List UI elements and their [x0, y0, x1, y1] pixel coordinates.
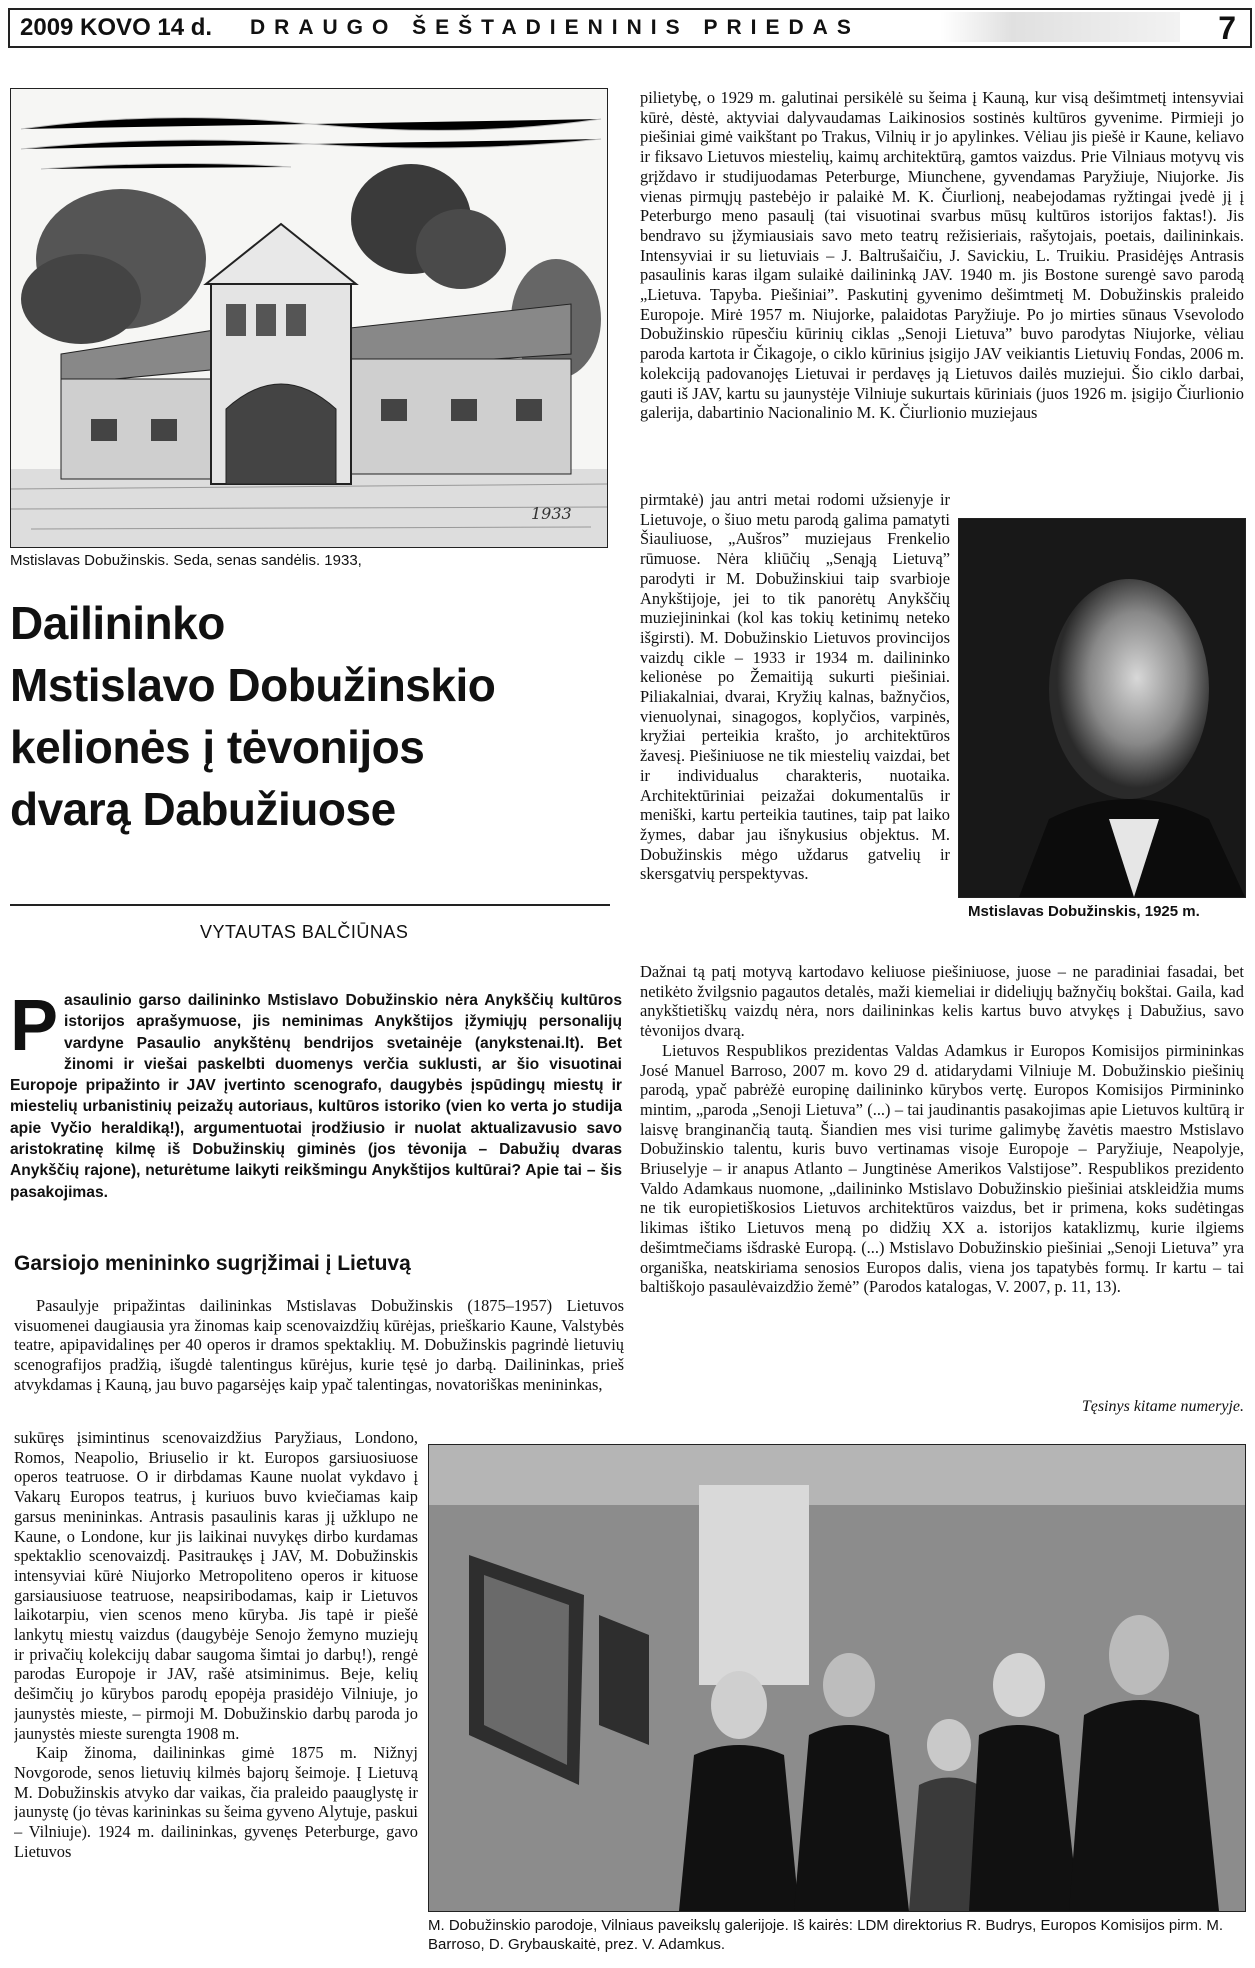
publication-title: DRAUGO ŠEŠTADIENINIS PRIEDAS — [250, 16, 860, 39]
lead-paragraph — [10, 986, 622, 1203]
exhibition-image — [429, 1445, 1245, 1911]
page-header — [8, 8, 1252, 48]
exhibition-photo — [428, 1444, 1246, 1912]
lead-text: asaulinio garso dailininko Mstislavo Dobužinskio nėra Anykščių kultūros istorijos aprašymuose, jis neminimas Anykštijos įžymiųjų personalijų vardyne Pasaulio anykštėnų bendrijos svetainėje (anykstenai.lt). Bet žinomi ir viešai paskelbti duomenys verčia suklusti, ar šio visuotinai Europoje pripažinto ir JAV įvertinto scenografo, daugybės įspūdingų miestų ir miestelių urbanistinių peizažų autoriaus, kultūros istoriko (vien ko verta jo studija apie Vyčio heraldiką!), argumentuotai įrodžiusio ir nuolat aktualizavusio savo aristokratinę kilmę iš Dobužinskių giminės (jos tėvonija – Dabužių dvaras Anykščių rajone), neturėtume laikyti reikšmingu Anykštijos kultūrai? Apie tai – šis pasakojimas. — [10, 992, 622, 1201]
body-paragraph: Dažnai tą patį motyvą kartodavo keliuose piešiniuose, juose – ne paradiniai fasadai, bet netikėto žvilgsnio pagautos detalės, maži kiemeliai ir dideliųjų bažnyčių bokštai. Gaila, kad anykštietiškų vaizdų nėra, nors dailininkas kelis kartus buvo atvykęs į Dabužius, savo tėvonijos dvarą. — [640, 962, 1244, 1041]
drawing-caption: Mstislavas Dobužinskis. Seda, senas sandėlis. 1933, — [10, 552, 362, 569]
body-column-right-bottom — [640, 962, 1244, 1297]
manor-drawing — [10, 88, 608, 548]
headline-line: dvarą Dabužiuose — [10, 783, 396, 835]
headline-line: Mstislavo Dobužinskio — [10, 659, 496, 711]
author-byline: VYTAUTAS BALČIŪNAS — [200, 922, 409, 942]
page-number: 7 — [1218, 10, 1236, 46]
body-column-left-top — [14, 1296, 624, 1395]
body-paragraph: sukūręs įsimintinus scenovaizdžius Paryžiaus, Londono, Romos, Neapolio, Briuselio ir kt. Europos garsiuosiuose operos teatruose. O ir dirbdamas Kaune nuolat vykdavo į Vakarų Europos teatrus, į kuriuos buvo kviečiamas kaip garsus menininkas. Antrasis pasaulinis karas jį užklupo ne Kaune, o Londone, kur jis laikinai nuvykęs dirbo kurdamas spektaklio scenovaizdį. Pasitraukęs į JAV, M. Dobužinskis intensyviai kūrė Niujorko Metropoliteno operos ir kituose garsiausiuose teatruose, neapsiribodamas, kaip ir Lietuvos laikotarpiu, vien scenos meno kūryba. Jis tapė ir piešė lankytų miestų vaizdus (daugybėje Senojo žemyno muziejų ir privačių kolekcijų dabar saugoma šimtai jo darbų!), rengė parodas Europoje ir JAV, rašė atsiminimus. Beje, kelių dešimčių jo kūrybos parodų epopėja prasidėjo Vilniuje, jo jaunystės mieste, – pirmoji M. Dobužinskio darbų paroda jo jaunystės mieste surengta 1908 m. — [14, 1428, 418, 1743]
section-subheading: Garsiojo menininko sugrįžimai į Lietuvą — [14, 1252, 411, 1275]
body-column-right-top — [640, 88, 1244, 490]
headline-divider — [10, 904, 610, 906]
body-paragraph: Kaip žinoma, dailininkas gimė 1875 m. Nižnyj Novgorode, senos lietuvių kilmės bajorų šeimoje. Į Lietuvą M. Dobužinskis atvyko dar vaikas, čia praleido paauglystę ir jaunystę (jo tėvas karininkas su šeima gyveno Alytuje, paskui – Vilniuje). 1924 m. dailininkas, gyvenęs Peterburge, gavo Lietuvos — [14, 1743, 418, 1861]
exhibition-caption: M. Dobužinskio parodoje, Vilniaus paveikslų galerijoje. Iš kairės: LDM direktorius R. Budrys, Europos Komisijos pirm. M. Barroso, D. Grybauskaitė, prez. V. Adamkus. — [428, 1917, 1224, 1953]
portrait-caption: Mstislavas Dobužinskis, 1925 m. — [968, 903, 1200, 920]
manor-sketch-illustration — [11, 89, 607, 547]
headline-line: kelionės į tėvonijos — [10, 721, 425, 773]
issue-date: 2009 KOVO 14 d. — [20, 14, 213, 41]
svg-text:1933: 1933 — [531, 504, 572, 523]
article-headline — [10, 592, 610, 840]
body-paragraph: Pasaulyje pripažintas dailininkas Mstislavas Dobužinskis (1875–1957) Lietuvos visuomenei daugiausia yra žinomas kaip scenovaizdžių kūrėjas, prieškario Kaune, Valstybės teatre, apipavidalinęs per 40 operos ir dramos spektaklių. M. Dobužinskis pagrindė lietuvių scenografijos pradžią, išugdė talentingus kūrėjus, kurie tęsė jo darbą. Dailininkas, prieš atvykdamas į Kauną, jau buvo pagarsėjęs kaip ypač talentingas, novatoriškas menininkas, — [14, 1296, 624, 1394]
body-column-left — [14, 1428, 418, 1964]
body-column-middle — [640, 490, 950, 960]
headline-line: Dailininko — [10, 597, 225, 649]
body-paragraph: pilietybę, o 1929 m. galutinai persikėlė su šeima į Kauną, kur visą dešimtmetį intensyviai kūrė, dėstė, aktyviai dalyvaudamas Laikinosios sostinės kultūros gyvenime. Pirmieji jo piešiniai gimė vaikštant po Trakus, Vilnių ir jo apylinkes. Vėliau jis piešė ir Kaune, keliavo ir fiksavo Lietuvos miestelių, kaimų architektūrą, gamtos vaizdus. Prie Vilniaus motyvų vis grįždavo ir studijuodamas Peterburge, Miunchene, gyvendamas Paryžiuje, Niujorke. Jis vienas pirmųjų pastebėjo ir palaikė M. K. Čiurlionį, neabejodamas ryžtingai įvedė jį į Peterburgo meno pasaulį (tai visuotinai svarbus mūsų kultūros istorijos faktas!). Jis bendravo su įžymiausiais savo meto teatrų režisieriais, rašytojais, poetais, dailininkais. Intensyviai ir su lietuviais – J. Baltrušaičiu, J. Savickiu, L. Truikiu. Prasidėjęs Antrasis pasaulinis karas ilgam sulaikė dailininką JAV. 1940 m. jis Bostone surengė savo parodą „Lietuva. Tapyba. Piešiniai”. Paskutinį gyvenimo dešimtmetį M. Dobužinskis praleido Europoje. Mirė 1957 m. Niujorke, palaidotas Paryžiuje. Po jo mirties sūnaus Vsevolodo Dobužinskio rūpesčiu kūrinių ciklas „Senoji Lietuva” buvo parodytas Niujorke, vėliau paroda kartota ir Čikagoje, o ciklo kūrinius įsigijo JAV veikiantis Lietuvių Fondas, 2006 m. kolekciją padovanojęs Lietuvai ir perdavęs ją Lietuvos dailės muziejui. Šio ciklo darbai, gauti iš JAV, kartu su jaunystėje Vilniuje sukurtais kūriniais (juos 1926 m. įsigijo Čiurlionio galerija, dabartinio Nacionalinio M. K. Čiurlionio muziejaus — [640, 88, 1244, 423]
body-paragraph: pirmtakė) jau antri metai rodomi užsienyje ir Lietuvoje, o šiuo metu parodą galima pamatyti Šiauliuose, „Aušros” muziejaus Frenkelio rūmuose. Nėra kliūčių „Senąją Lietuvą” parodyti ir M. Dobužinskiui taip svarbioje Anykštijoje, jei to tik panorėtų Anykščių muziejininkai (kol kas tokių ketinimų neteko išgirsti). M. Dobužinskio Lietuvos provincijos vaizdų cikle – 1933 ir 1934 m. dailininko kelionėse po Žemaitiją sukurti piešiniai. Piliakalniai, dvarai, Kryžių kalnas, bažnyčios, vienuolynai, sinagogos, koplyčios, varpinės, kryžiai perteikia krašto, jo architektūros žavesį. Piešiniuose ne tik miestelių vaizdai, bet ir individualus charakteris, nuotaika. Architektūriniai peizažai dokumentalūs ir meniški, kartu perteikia tautines, taip pat laiko žymes, dabar jau išnykusius objektus. M. Dobužinskis mėgo uždarus gatvelių ir skersgatvių perspektyvas. — [640, 490, 950, 884]
portrait-photo — [958, 518, 1246, 898]
body-paragraph: Lietuvos Respublikos prezidentas Valdas Adamkus ir Europos Komisijos pirmininkas José Manuel Barroso, 2007 m. kovo 29 d. atidarydami Vilniuje M. Dobužinskio piešinių parodą, ypač pabrėžė europinę dailininko kūrybos vertę. Europos Komisijos Pirmininko mintim, „paroda „Senoji Lietuva” (...) – tai jaudinantis pasakojimas apie Lietuvos kultūrą ir laisvę branginančią tautą. Šiandien mes visi turime galimybę žavėtis maestro Mstislavo Dobužinskio talentu, kuris buvo vertinamas visoje Europoje – Paryžiuje, Neapolyje, Briuselyje – ir anapus Atlanto – Jungtinėse Amerikos Valstijose”. Respublikos prezidento Valdo Adamkaus nuomone, „dailininko Mstislavo Dobužinskio piešiniai atskleidžia mums ne tik europietiškosios Lietuvos architektūros vaizdus, bet ir primena, koks sudėtingas likimas ištiko Lietuvos meną po didžių XX a. istorijos kataklizmų, kurie ilgiems dešimtmečiams išdraskė Europą. (...) Mstislavo Dobužinskio piešiniai „Senoji Lietuva” yra organiška, neatskiriama senosios Europos dalis, viena jos tapatybės formų. Ir kartu – tai baltiškojo pasaulėvaizdžio žemė” (Parodos katalogas, V. 2007, p. 11, 13). — [640, 1040, 1244, 1297]
portrait-image — [959, 519, 1245, 897]
continued-note: Tęsinys kitame numeryje. — [1081, 1398, 1244, 1415]
drop-cap: P — [10, 986, 59, 1066]
